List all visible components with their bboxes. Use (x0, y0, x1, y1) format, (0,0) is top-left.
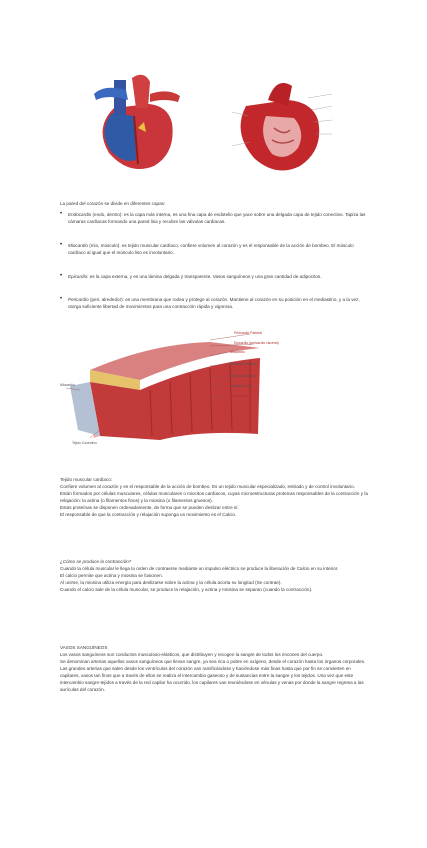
label-line-2 (312, 106, 332, 110)
label-miocardio: Miocardio (230, 350, 245, 354)
vessels-paragraph: Los vasos sanguíneos son conductos musculoso-elásticos, que distribuyen y recogen la sangre de todos los rincones del cuerpo. (60, 652, 324, 657)
bullet-lead: Endocardio (68, 212, 92, 217)
heart-right-chamber (104, 113, 136, 161)
vessels-paragraph: Se denominan arterias aquellos vasos sanguíneos que llevan sangre, ya sea rica o pobre en oxígeno, desde el corazón hasta los órganos corporales. Las grandes arterias que salen desde los ventrículos del corazón van ramificándose y haciéndose más finas hasta que por fin se convierten en capilares, vasos tan finos que a través de ellos se realiza el intercambio gaseoso y de sustancias entre la sangre y los tejidos. Una vez que este intercambio sangre-tejidos a través de la red capilar ha ocurrido, los capilares van reuniéndose en vénulas y venas por donde la sangre regresa a las aurículas del corazón. (60, 659, 366, 692)
muscle-heading: Tejido muscular cardíaco: (60, 477, 113, 482)
bullet-text: (peri, alrededor): es una membrana que rodea y protege al corazón. Mantiene al corazón en su posición en el mediastino, y a la vez, otorga suficiente libertad de movimientos para una contracción rápida y vigorosa. (68, 297, 360, 310)
bullet-lead: Miocardio (68, 243, 88, 248)
contraction-section (60, 558, 370, 593)
muscle-paragraph: Están formados por células musculares, células musculares o miocitos cardíacos, cuyas microestructuras proteicas responsables de la contracción y la relajación: la actina (o filamentos finos) y la miosina (o filamentos gruesos). (60, 491, 368, 503)
contraction-paragraph: Cuando el calcio sale de la célula muscular, se produce la relajación, y actina y miosina se separan (cuando la contracción). (60, 587, 313, 592)
muscle-paragraph: El responsable de que la contracción y relajación suponga un movimiento es el Calcio. (60, 512, 237, 517)
label-endocardio: Endocardio (230, 394, 248, 398)
contraction-paragraph: El calcio permite que actina y miosina se fusionen. (60, 573, 163, 578)
bullet-lead: Epicardio (68, 274, 88, 279)
label-miocardio-side: Miocardio (60, 383, 75, 387)
contraction-paragraph: Cuando la célula muscular le llega la orden de contraerse mediante un impulso eléctrico se produce la liberación de Calcio en su interior. (60, 566, 339, 571)
bullet-dot: • (60, 211, 63, 217)
heart-wall-layers-figure (60, 330, 300, 448)
label-endotelio-liso: Endotelio Liso (230, 384, 252, 388)
bullet-text: (endo, dentro): es la capa más interna, es una fina capa de endotelio que yace sobre una delgada capa de tejido conectivo. Tapiza las cámaras cardíacas formando una pared lisa y recubre las válvulas cardíacas. (68, 212, 366, 225)
bullet-pericardio (60, 296, 366, 311)
heart-pulmonary (94, 88, 128, 100)
label-line-1 (308, 94, 332, 98)
label-musculo-cardiaco: Músculo Cardíaco (230, 362, 258, 366)
bullet-dot: • (60, 242, 63, 248)
heart-pulmonary-veins (150, 91, 180, 102)
contraction-heading: ¿Cómo se produce la contracción? (60, 559, 132, 564)
label-epicardio: Epicardio (pericardio visceral) (234, 341, 279, 345)
bullet-epicardio (60, 273, 366, 280)
bullet-text: (mio, músculo): es tejido muscular cardíaco, confiere volumen al corazón y es el responsable de la acción de bombeo. El músculo cardíaco al igual que el músculo liso es involuntario. (68, 243, 354, 256)
bullet-miocardio (60, 242, 366, 257)
muscle-section (60, 476, 370, 518)
intro-text: La pared del corazón se divide en diferentes capas: (60, 201, 166, 206)
vessels-section (60, 644, 370, 693)
label-tejido-conectivo-1: Tejido Conectivo (230, 374, 255, 378)
bullet-text: : es la capa externa, y es una lámina delgada y transparente. Vasos sanguíneos y una gran cantidad de adipocitos. (87, 274, 322, 279)
heart-anatomy-figure (228, 76, 338, 180)
contraction-paragraph: Al unirse, la miosina utiliza energía para deslizarse sobre la actina y la célula acorta su longitud (Se contrae). (60, 580, 282, 585)
heart-aorta (132, 75, 150, 108)
bullet-dot: • (60, 296, 63, 302)
muscle-paragraph: Confiere volumen al corazón y es el responsable de la acción de bombeo. Es un tejido muscular especializado, estriado y de control involuntario. (60, 484, 355, 489)
heart-diagram-figure (84, 68, 189, 178)
label-tejido-conectivo-2: Tejido Conectivo (72, 441, 97, 445)
bullet-dot: • (60, 273, 63, 279)
label-pericardio-parietal: Pericardio Parietal (234, 331, 262, 335)
vessels-heading: VASOS SANGUÍNEOS (60, 645, 108, 650)
bullet-endocardio (60, 211, 366, 226)
bullet-lead: Pericardio (68, 297, 89, 302)
muscle-paragraph: Estas proteínas se disponen ordenadamente, de forma que se pueden deslizar entre sí. (60, 505, 239, 510)
